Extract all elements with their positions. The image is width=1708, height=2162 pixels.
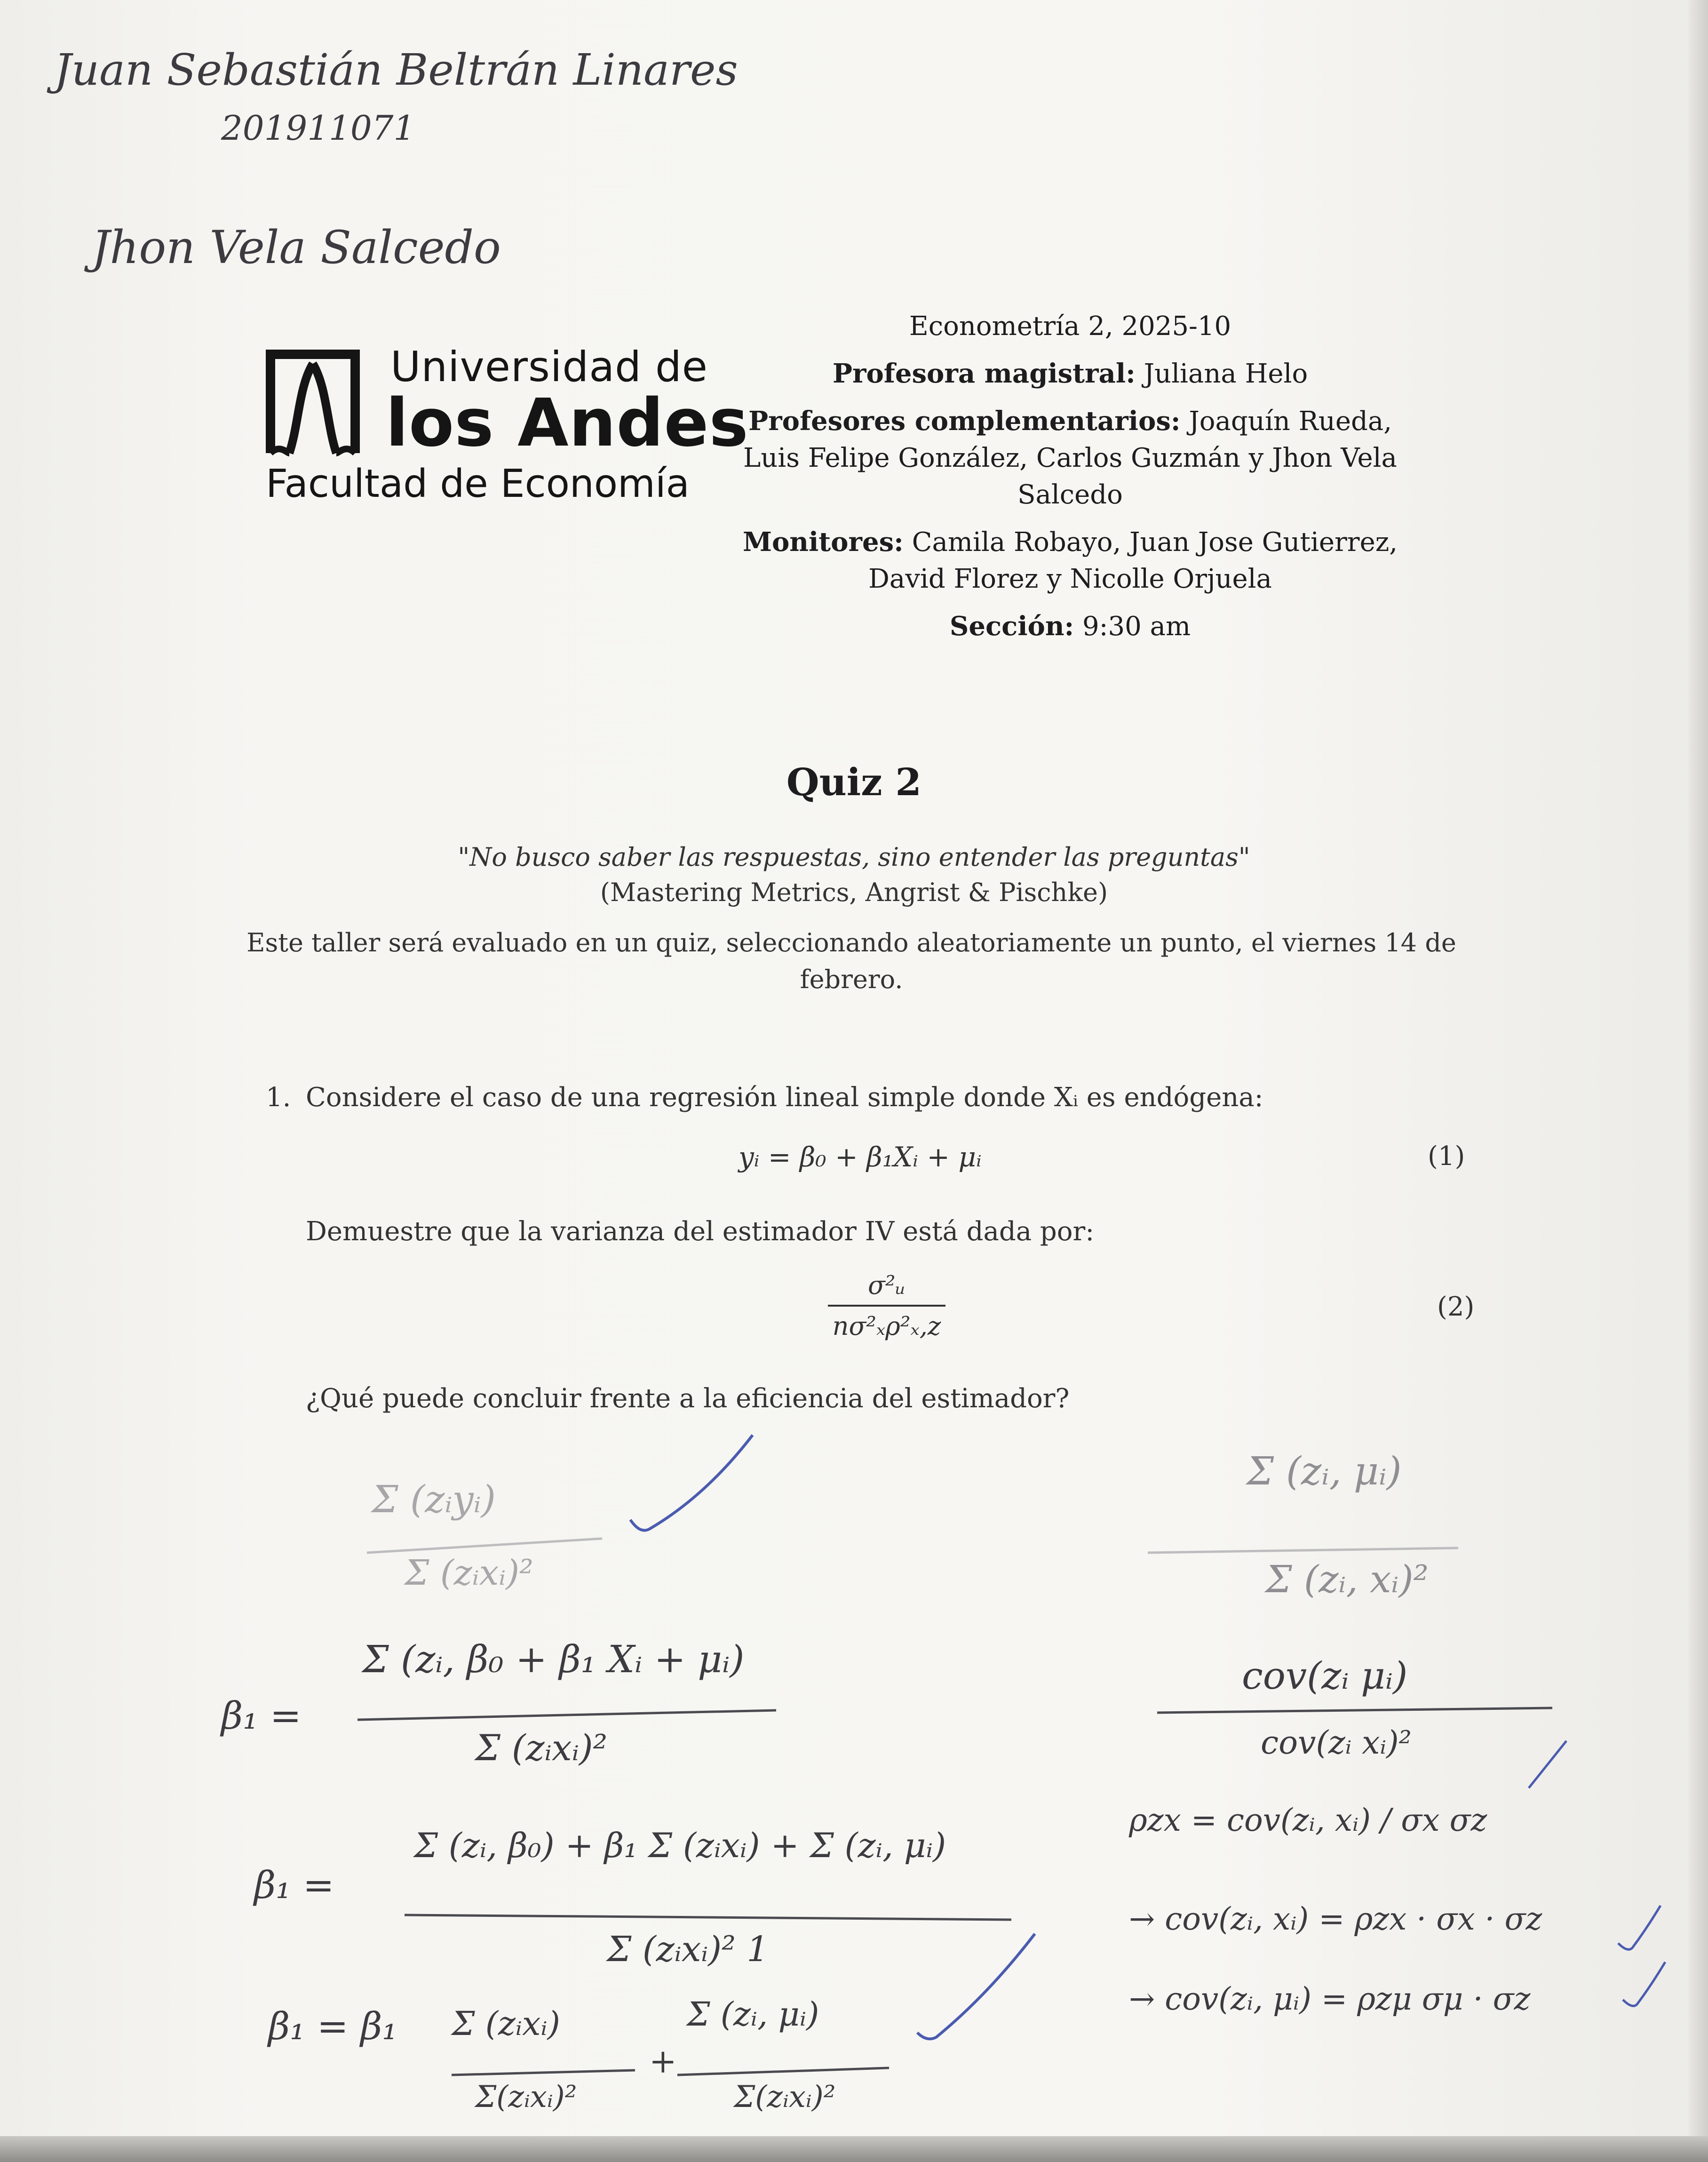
work-r1-numerator: Σ (zᵢ, μᵢ) — [1247, 1449, 1402, 1494]
question-text: Considere el caso de una regresión lineal simple donde Xᵢ es endógena: — [306, 1082, 1263, 1113]
course-name: Econometría 2, 2025-10 — [909, 311, 1231, 342]
logo-text-facultad: Facultad de Economía — [266, 462, 690, 506]
work-r2-numerator: cov(zᵢ μᵢ) — [1242, 1654, 1408, 1698]
work-l4-a-denominator: Σ(zᵢxᵢ)² — [475, 2080, 577, 2114]
equation-2-denominator: nσ²ₓρ²ₓ,z — [832, 1311, 941, 1341]
handwritten-student-code: 201911071 — [221, 108, 415, 148]
checkmark-icon — [1618, 1906, 1660, 1949]
work-r2-denominator: cov(zᵢ xᵢ)² — [1261, 1724, 1412, 1762]
main-professor: Profesora magistral: Juliana Helo — [832, 358, 1308, 389]
work-l2-numerator: Σ (zᵢ, β₀ + β₁ Xᵢ + μᵢ) — [362, 1637, 745, 1681]
equation-2-number: (2) — [1437, 1292, 1475, 1322]
checkmark-icon — [917, 1934, 1035, 2039]
work-r4: → cov(zᵢ, xᵢ) = ρzx · σx · σz — [1129, 1901, 1542, 1937]
work-l4-a-numerator: Σ (zᵢxᵢ) — [452, 2004, 560, 2043]
work-l2-label: β₁ = — [221, 1694, 302, 1738]
epigraph-quote: "No busco saber las respuestas, sino entender las preguntas" — [458, 842, 1250, 872]
question-number: 1. — [266, 1082, 291, 1113]
logo-text-los-andes: los Andes — [386, 385, 749, 462]
checkmark-icon — [1529, 1741, 1566, 1788]
epigraph-source: (Mastering Metrics, Angrist & Pischke) — [600, 878, 1108, 907]
work-l4-label: β₁ = β₁ — [268, 2004, 397, 2048]
equation-1: yᵢ = β₀ + β₁Xᵢ + μᵢ — [739, 1141, 982, 1173]
work-l3-label: β₁ = — [254, 1863, 334, 1907]
question-demo: Demuestre que la varianza del estimador IV está dada por: — [306, 1216, 1095, 1247]
work-l1-numerator: Σ (zᵢyᵢ) — [372, 1477, 496, 1521]
checkmark-icon — [630, 1435, 753, 1531]
work-l1-denominator: Σ (zᵢxᵢ)² — [405, 1553, 533, 1593]
work-l2-denominator: Σ (zᵢxᵢ)² — [475, 1727, 608, 1769]
question-conclude: ¿Qué puede concluir frente a la eficiencia del estimador? — [306, 1383, 1070, 1414]
monitors: Monitores: Camila Robayo, Juan Jose Gutierrez, David Florez y Nicolle Orjuela — [742, 527, 1398, 594]
work-l4-b-denominator: Σ(zᵢxᵢ)² — [734, 2080, 836, 2114]
logo-text-universidad: Universidad de — [390, 343, 708, 391]
work-l4-plus: + — [649, 2042, 677, 2081]
handwritten-name-2: Jhon Vela Salcedo — [92, 221, 501, 274]
handwritten-name-1: Juan Sebastián Beltrán Linares — [54, 45, 738, 95]
section: Sección: 9:30 am — [949, 611, 1191, 642]
intro-text: Este taller será evaluado en un quiz, seleccionando aleatoriamente un punto, el viernes 14 de febrero. — [246, 928, 1456, 994]
work-r5: → cov(zᵢ, μᵢ) = ρzμ σμ · σz — [1129, 1981, 1531, 2017]
work-l3-denominator: Σ (zᵢxᵢ)² 1 — [607, 1929, 769, 1970]
work-l4-b-numerator: Σ (zᵢ, μᵢ) — [687, 1995, 819, 2034]
work-l3-numerator: Σ (zᵢ, β₀) + β₁ Σ (zᵢxᵢ) + Σ (zᵢ, μᵢ) — [414, 1826, 946, 1865]
work-r1-denominator: Σ (zᵢ, xᵢ)² — [1265, 1557, 1429, 1601]
checkmark-icon — [1623, 1962, 1665, 2006]
equation-1-number: (1) — [1428, 1141, 1465, 1172]
complementary-professors: Profesores complementarios: Joaquín Rueda, Luis Felipe González, Carlos Guzmán y Jhon Vela Salcedo — [743, 406, 1397, 510]
page-title: Quiz 2 — [786, 760, 922, 804]
work-r3: ρzx = cov(zᵢ, xᵢ) / σx σz — [1129, 1802, 1487, 1838]
equation-2-numerator: σ²ᵤ — [867, 1270, 906, 1300]
